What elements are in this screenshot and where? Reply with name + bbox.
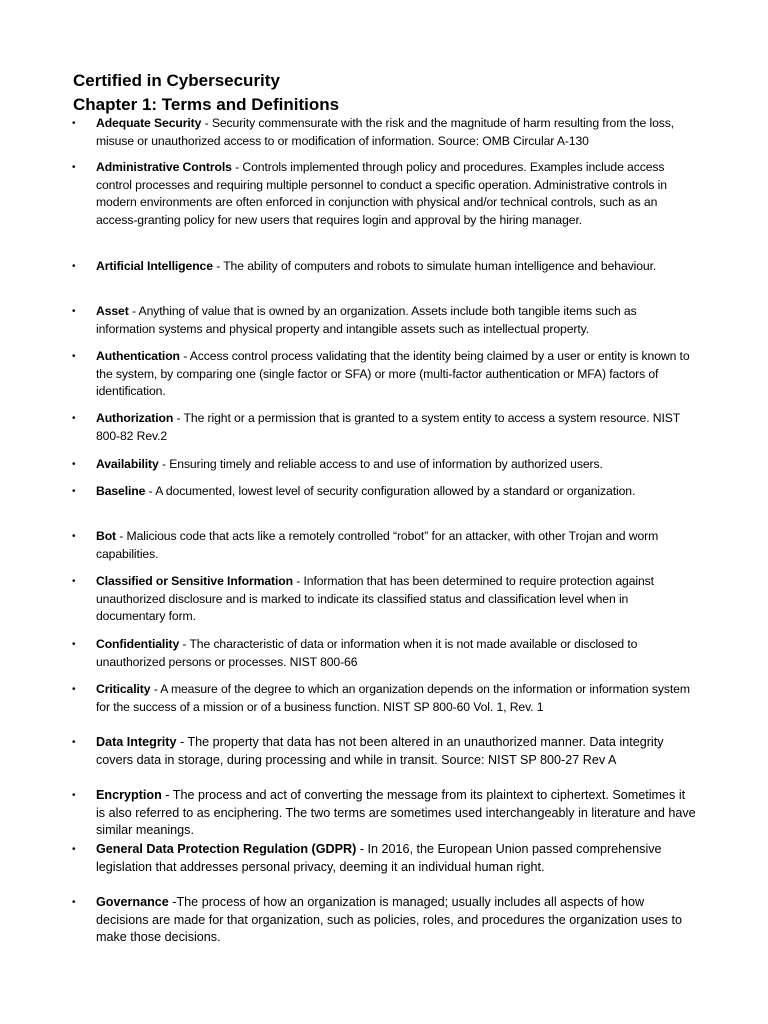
bullet-icon: • [72,459,76,470]
bullet-icon: • [72,639,76,650]
term: Adequate Security [96,116,202,130]
document-title: Certified in Cybersecurity [73,71,280,90]
definition-item [72,258,696,276]
definition: - Controls implemented through policy and procedures. Examples include access control processes and requiring multiple personnel to conduct a specific operation. Administrative controls in modern environments are often enforced in conjunction with physical and/or technical controls, such as an access-granting policy for new users that requires login and approval by the hiring manager. [96,160,667,228]
term: Governance [96,895,169,909]
definition: - Access control process validating that the identity being claimed by a user or entity is known to the system, by comparing one (single factor or SFA) or more (multi-factor authentication or MFA) factors of identification. [96,349,690,399]
term: Criticality [96,682,151,696]
bullet-icon: • [72,162,76,173]
bullet-icon: • [72,531,76,542]
definition: - Malicious code that acts like a remotely controlled “robot” for an attacker, with other Trojan and worm capabilities. [96,529,659,561]
bullet-icon: • [72,261,76,272]
definition: - The right or a permission that is granted to a system entity to access a system resource. NIST 800-82 Rev.2 [96,411,680,443]
definition-item [72,456,696,474]
definition-item [72,483,696,501]
definition: - Security commensurate with the risk and the magnitude of harm resulting from the loss, misuse or unauthorized access to or modification of information. Source: OMB Circular A-130 [96,116,675,148]
term: Administrative Controls [96,160,232,174]
definition: - Information that has been determined to require protection against unauthorized disclosure and is marked to indicate its classified status and classification level when in documentary form. [96,574,654,624]
term: General Data Protection Regulation (GDPR) [96,842,357,856]
definition-item [72,787,696,840]
definition-item [72,528,696,563]
definition: - Ensuring timely and reliable access to and use of information by authorized users. [158,457,603,471]
definition-item [72,159,696,230]
bullet-icon: • [72,844,76,855]
bullet-icon: • [72,576,76,587]
term: Baseline [96,484,146,498]
definition: - The characteristic of data or information when it is not made available or disclosed to unauthorized persons or processes. NIST 800-66 [96,637,638,669]
term: Artificial Intelligence [96,259,213,273]
definition: -The process of how an organization is managed; usually includes all aspects of how decisions are made for that organization, such as policies, roles, and procedures the organization uses to make those decisions. [96,895,682,945]
bullet-icon: • [72,897,76,908]
bullet-icon: • [72,790,76,801]
definition: - A measure of the degree to which an organization depends on the information or information system for the success of a mission or of a business function. NIST SP 800-60 Vol. 1, Rev. 1 [96,682,690,714]
bullet-icon: • [72,413,76,424]
term: Bot [96,529,117,543]
definition-item [72,734,696,769]
term: Availability [96,457,159,471]
term: Authentication [96,349,180,363]
bullet-icon: • [72,118,76,129]
definition: - The property that data has not been altered in an unauthorized manner. Data integrity covers data in storage, during processing and while in transit. Source: NIST SP 800-27 Rev A [96,735,664,767]
term: Encryption [96,788,162,802]
definition: - A documented, lowest level of security configuration allowed by a standard or organization. [145,484,636,498]
definition-item [72,841,696,876]
definition-item [72,303,696,338]
definition: - In 2016, the European Union passed comprehensive legislation that addresses personal privacy, deeming it an individual human right. [96,842,662,874]
term: Confidentiality [96,637,180,651]
bullet-icon: • [72,486,76,497]
term: Data Integrity [96,735,177,749]
definition: - The process and act of converting the message from its plaintext to ciphertext. Sometimes it is also referred to as enciphering. The two terms are sometimes used interchangeably in literature and have similar meanings. [96,788,696,838]
term: Classified or Sensitive Information [96,574,293,588]
bullet-icon: • [72,306,76,317]
bullet-icon: • [72,737,76,748]
term: Authorization [96,411,174,425]
chapter-title: Chapter 1: Terms and Definitions [73,95,340,114]
definition-item [72,681,696,716]
definition-item [72,573,696,626]
definition-item [72,410,696,445]
definition: - Anything of value that is owned by an organization. Assets include both tangible items such as information systems and physical property and intangible assets such as intellectual property. [96,304,637,336]
term: Asset [96,304,129,318]
definition-item [72,115,696,150]
definition: - The ability of computers and robots to simulate human intelligence and behaviour. [212,259,657,273]
definition-item [72,894,696,947]
definition-item [72,348,696,401]
bullet-icon: • [72,684,76,695]
definition-item [72,636,696,671]
bullet-icon: • [72,351,76,362]
